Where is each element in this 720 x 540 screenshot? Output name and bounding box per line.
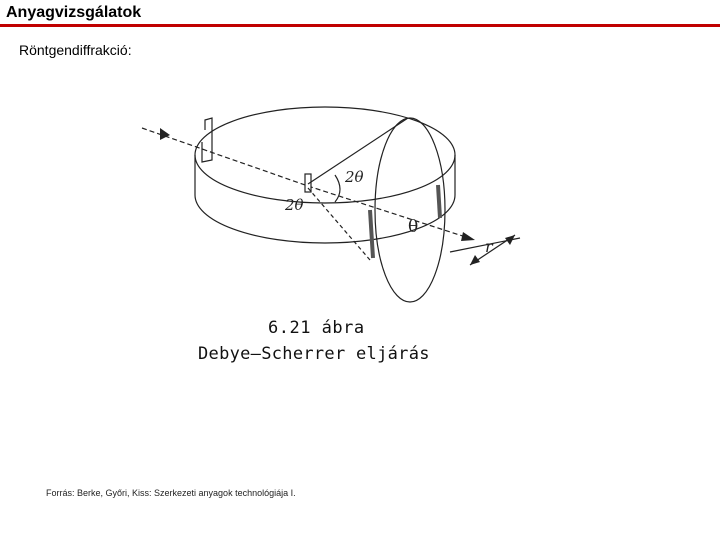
label-two-theta-lower: 2θ <box>285 196 304 214</box>
label-radius: r <box>485 237 493 256</box>
figure-caption: Debye–Scherrer eljárás <box>198 344 430 364</box>
title-underline <box>0 24 720 27</box>
label-two-theta-upper: 2θ <box>345 168 364 186</box>
film-cylinder-top <box>195 107 455 203</box>
beam-arrowhead <box>160 128 170 140</box>
film-line-left <box>370 210 373 258</box>
page-title: Anyagvizsgálatok <box>6 4 142 21</box>
cone-lower-line <box>308 188 370 260</box>
label-theta: θ <box>408 217 419 237</box>
incident-beam <box>142 128 308 186</box>
film-line-right <box>438 185 440 218</box>
source-note: Forrás: Berke, Győri, Kiss: Szerkezeti anyagok technológiája I. <box>46 488 296 498</box>
section-subtitle: Röntgendiffrakció: <box>19 42 132 58</box>
diffraction-cone-base <box>375 118 445 302</box>
figure-number: 6.21 ábra <box>268 318 365 338</box>
debye-scherrer-diagram <box>130 90 540 310</box>
